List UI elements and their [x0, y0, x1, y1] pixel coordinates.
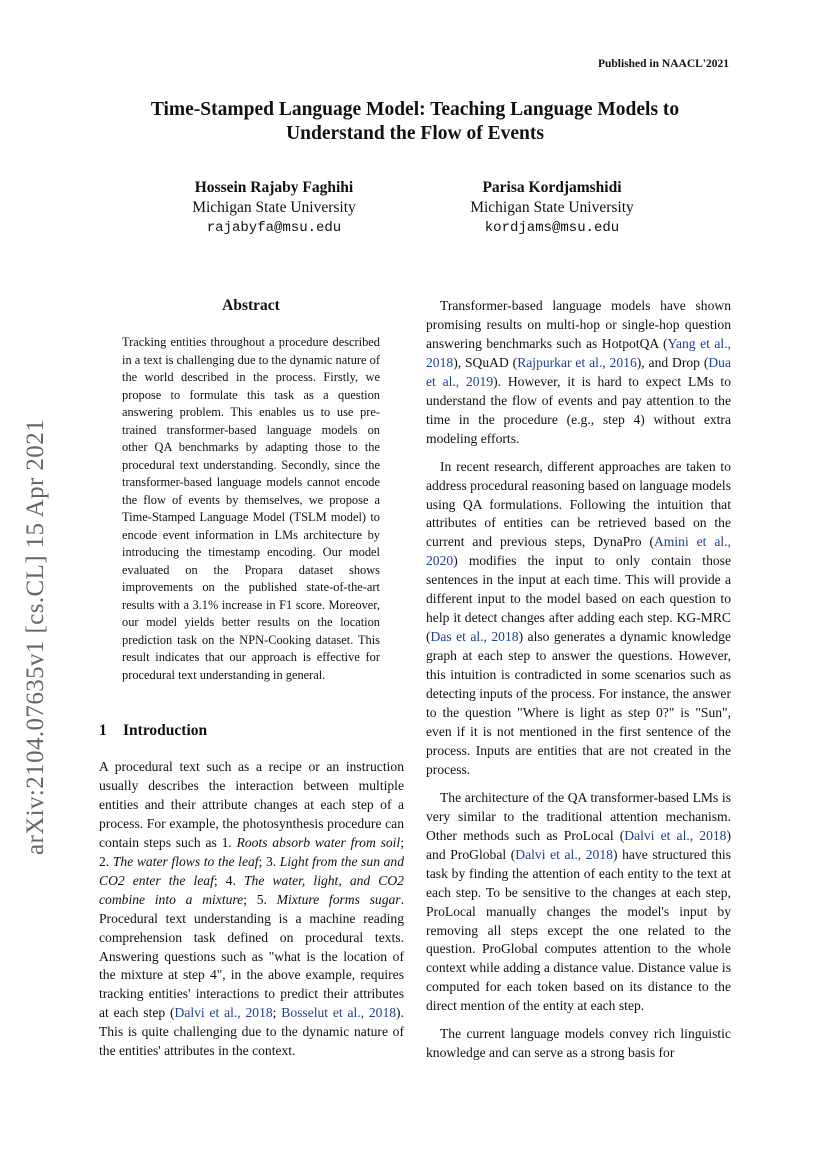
text-run: ; 4.	[213, 872, 244, 888]
text-run: Transformer-based language models have shown promising results on multi-hop or single-hop question answering benchmarks such as HotpotQA (	[426, 298, 731, 351]
citation-link[interactable]: Amini et al., 2020	[426, 534, 731, 569]
text-run-italic: The water, light, and CO2 combine into a mixture	[99, 872, 404, 907]
text-run: ) modifies the input to only contain those sentences in the input at each time. This will provide a different input to the model based on each question to help it detect changes after adding each step. KG-MRC (	[426, 553, 731, 645]
left-column-body	[99, 758, 404, 1061]
text-run-italic: Light from the sun and CO2 enter the leaf	[99, 853, 405, 888]
intro-paragraph-5: The current language models convey rich linguistic knowledge and can serve as a strong basis for	[426, 1026, 731, 1061]
citation-link[interactable]: Yang et al., 2018	[426, 335, 731, 370]
text-run: ) have structured this task by finding the attention of each entity to the text at each step. To be sensitive to the changes at each step, ProLocal manually changes the model's input by removing all steps except the one related to the question. ProGlobal computes attention to the whole context while adding a distance value. Distance value is computed for each token based on its distance to the direct mention of the entity at each step.	[426, 846, 731, 1014]
text-run: . Procedural text understanding is a machine reading comprehension task defined on procedural texts. Answering questions such as "what is the location of the mixture at step 4", in the above example, requires tracking entities' interactions to predict their attributes at each step (	[99, 891, 404, 1021]
text-run: ; 3.	[258, 853, 280, 869]
abstract-heading: Abstract	[222, 297, 280, 314]
citation-link[interactable]: Dalvi et al., 2018	[174, 1005, 273, 1021]
text-run: The architecture of the QA transformer-based LMs is very similar to the traditional attention mechanism. Other methods such as ProLocal (	[426, 789, 731, 843]
author-email[interactable]: kordjams@msu.edu	[484, 220, 620, 236]
text-run: In recent research, different approaches are taken to address procedural reasoning based on language models using QA formulations. Following the intuition that attributes of entities can be retrieved based on the current and previous steps, DynaPro (	[426, 458, 732, 550]
citation-link[interactable]: Rajpurkar et al., 2016	[517, 354, 637, 370]
citation-link[interactable]: Dalvi et al., 2018	[515, 846, 613, 862]
author-affiliation: Michigan State University	[470, 199, 634, 216]
title-line-2: Understand the Flow of Events	[286, 123, 544, 144]
intro-paragraph-1	[99, 758, 404, 1061]
text-run-italic: The water flows to the leaf	[112, 853, 259, 869]
author-name: Hossein Rajaby Faghihi	[194, 179, 354, 196]
text-run: ). This is quite challenging due to the dynamic nature of the entities' attributes in the context.	[99, 1005, 404, 1059]
right-column-body	[426, 297, 731, 1072]
author-name: Parisa Kordjamshidi	[482, 179, 622, 196]
author-1	[144, 178, 404, 238]
section-number: 1	[99, 722, 107, 739]
intro-paragraph-2	[426, 297, 731, 449]
text-run: ) also generates a dynamic knowledge graph at each step to answer the questions. However, this intuition is contradicted in some scenarios such as detecting inputs of the process. For instance, the answer to the question "Where is light as step 0?" is "Sun", even if it is not mentioned in the first sentence of the process. Inputs are entities that are not created in the process.	[426, 629, 731, 777]
arxiv-stamp: arXiv:2104.07635v1 [cs.CL] 15 Apr 2021	[22, 419, 49, 855]
text-run: ) and ProGlobal (	[426, 827, 731, 862]
title-line-1: Time-Stamped Language Model: Teaching Language Models to	[150, 99, 680, 120]
citation-link[interactable]: Bosselut et al., 2018	[281, 1005, 397, 1021]
text-run: A procedural text such as a recipe or an instruction usually describes the interaction between multiple entities and their attribute changes at each step of a process. For example, the photosynthesis procedure can contain steps such as 1.	[99, 759, 404, 850]
citation-link[interactable]: Dalvi et al., 2018	[624, 827, 727, 843]
paper-title	[100, 98, 730, 146]
text-run: ), and Drop (	[636, 354, 709, 370]
author-2	[422, 178, 682, 238]
venue-label: Published in NAACL'2021	[597, 58, 729, 70]
abstract-text: Tracking entities throughout a procedure described in a text is challenging due to the dynamic nature of the world described in the process. Firstly, we propose to formulate this task as a question answering problem. This enables us to use pre-trained transformer-based language models on other QA benchmarks by adapting those to the procedural text understanding. Secondly, since the transformer-based language models cannot encode the flow of events by themselves, we propose a Time-Stamped Language Model (TSLM model) to encode event information in LMs architecture by introducing the timestamp encoding. Our model evaluated on the Propara dataset shows improvements on the published state-of-the-art results with a 3.1% increase in F1 score. Moreover, our model yields better results on the location prediction task on the NPN-Cooking dataset. This result indicates that our approach is effective for procedural text understanding in general.	[122, 335, 380, 682]
citation-link[interactable]: Das et al., 2018	[430, 629, 519, 645]
text-run: ), SQuAD (	[453, 354, 518, 370]
author-affiliation: Michigan State University	[192, 199, 356, 216]
intro-paragraph-3	[426, 458, 731, 780]
text-run: ; 5.	[243, 891, 277, 907]
text-run-italic: Mixture forms sugar	[276, 891, 401, 907]
text-run: ). However, it is hard to expect LMs to understand the flow of events and pay attention to the time in the procedure (e.g., step 4) without extra modeling efforts.	[426, 373, 731, 446]
author-email[interactable]: rajabyfa@msu.edu	[206, 220, 342, 236]
section-title: Introduction	[123, 722, 208, 739]
text-run: ;	[272, 1005, 282, 1021]
text-run: ; 2.	[99, 834, 404, 869]
section-heading	[99, 722, 207, 740]
intro-paragraph-4	[426, 789, 731, 1016]
citation-link[interactable]: Dua et al., 2019	[426, 354, 732, 389]
text-run-italic: Roots absorb water from soil	[236, 834, 401, 850]
